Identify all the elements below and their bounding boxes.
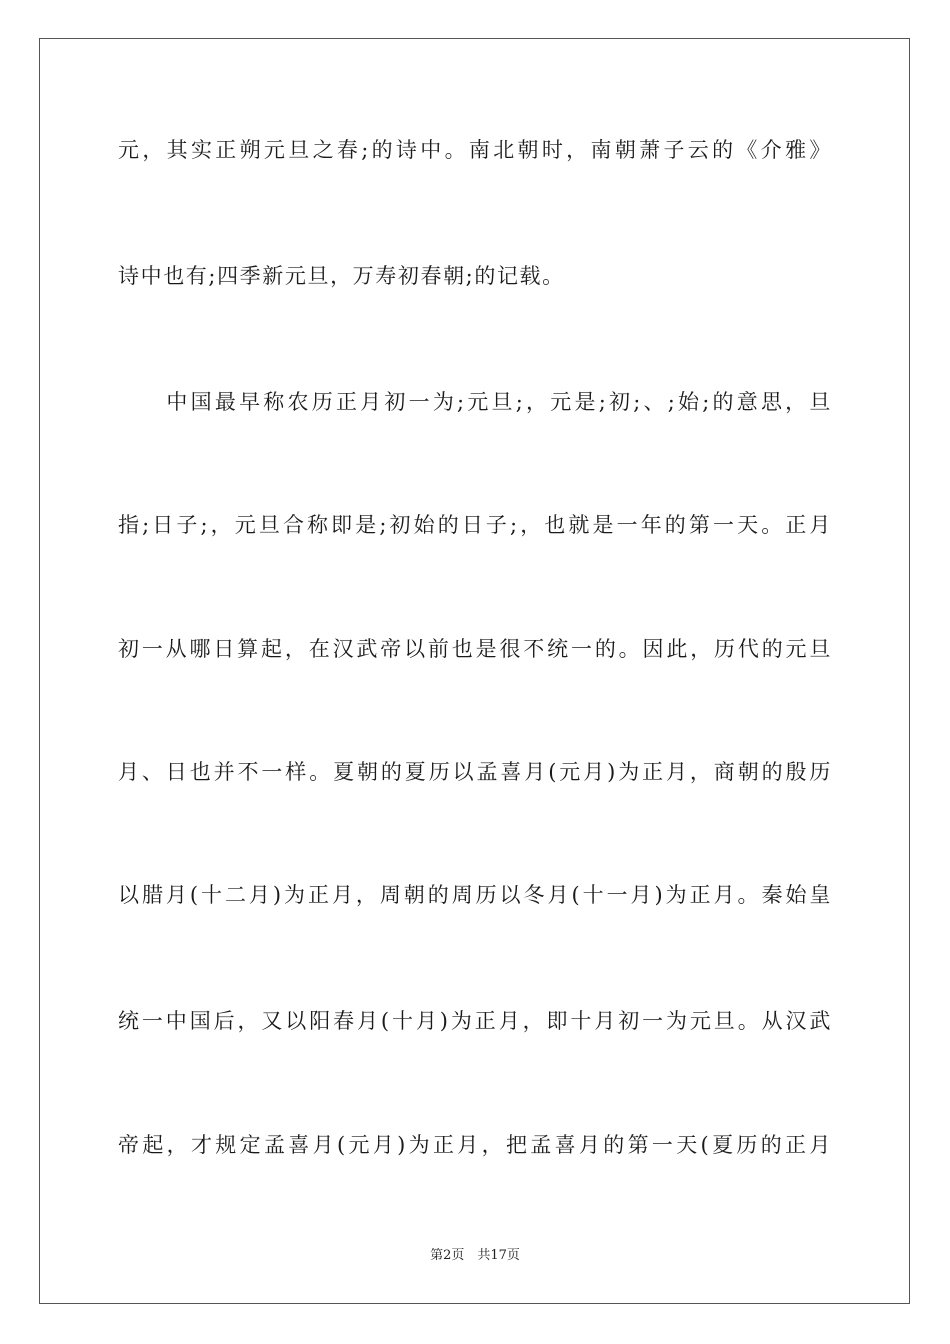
body-text-line: 统一中国后，又以阳春月(十月)为正月，即十月初一为元旦。从汉武	[118, 1009, 832, 1033]
body-text-line: 元，其实正朔元旦之春;的诗中。南北朝时，南朝萧子云的《介雅》	[118, 138, 832, 162]
body-text-line: 月、日也并不一样。夏朝的夏历以孟喜月(元月)为正月，商朝的殷历	[118, 760, 832, 784]
body-text-line: 诗中也有;四季新元旦，万寿初春朝;的记载。	[118, 264, 565, 288]
body-text-line: 中国最早称农历正月初一为;元旦;，元是;初;、;始;的意思，旦	[118, 390, 832, 414]
body-text-line: 以腊月(十二月)为正月，周朝的周历以冬月(十一月)为正月。秦始皇	[118, 883, 832, 907]
body-text-line: 初一从哪日算起，在汉武帝以前也是很不统一的。因此，历代的元旦	[118, 637, 832, 661]
body-text-line: 指;日子;，元旦合称即是;初始的日子;，也就是一年的第一天。正月	[118, 513, 832, 537]
page-border	[39, 38, 910, 1304]
body-text-line: 帝起，才规定孟喜月(元月)为正月，把孟喜月的第一天(夏历的正月	[118, 1133, 832, 1157]
page-footer: 第2页 共17页	[430, 1248, 520, 1263]
